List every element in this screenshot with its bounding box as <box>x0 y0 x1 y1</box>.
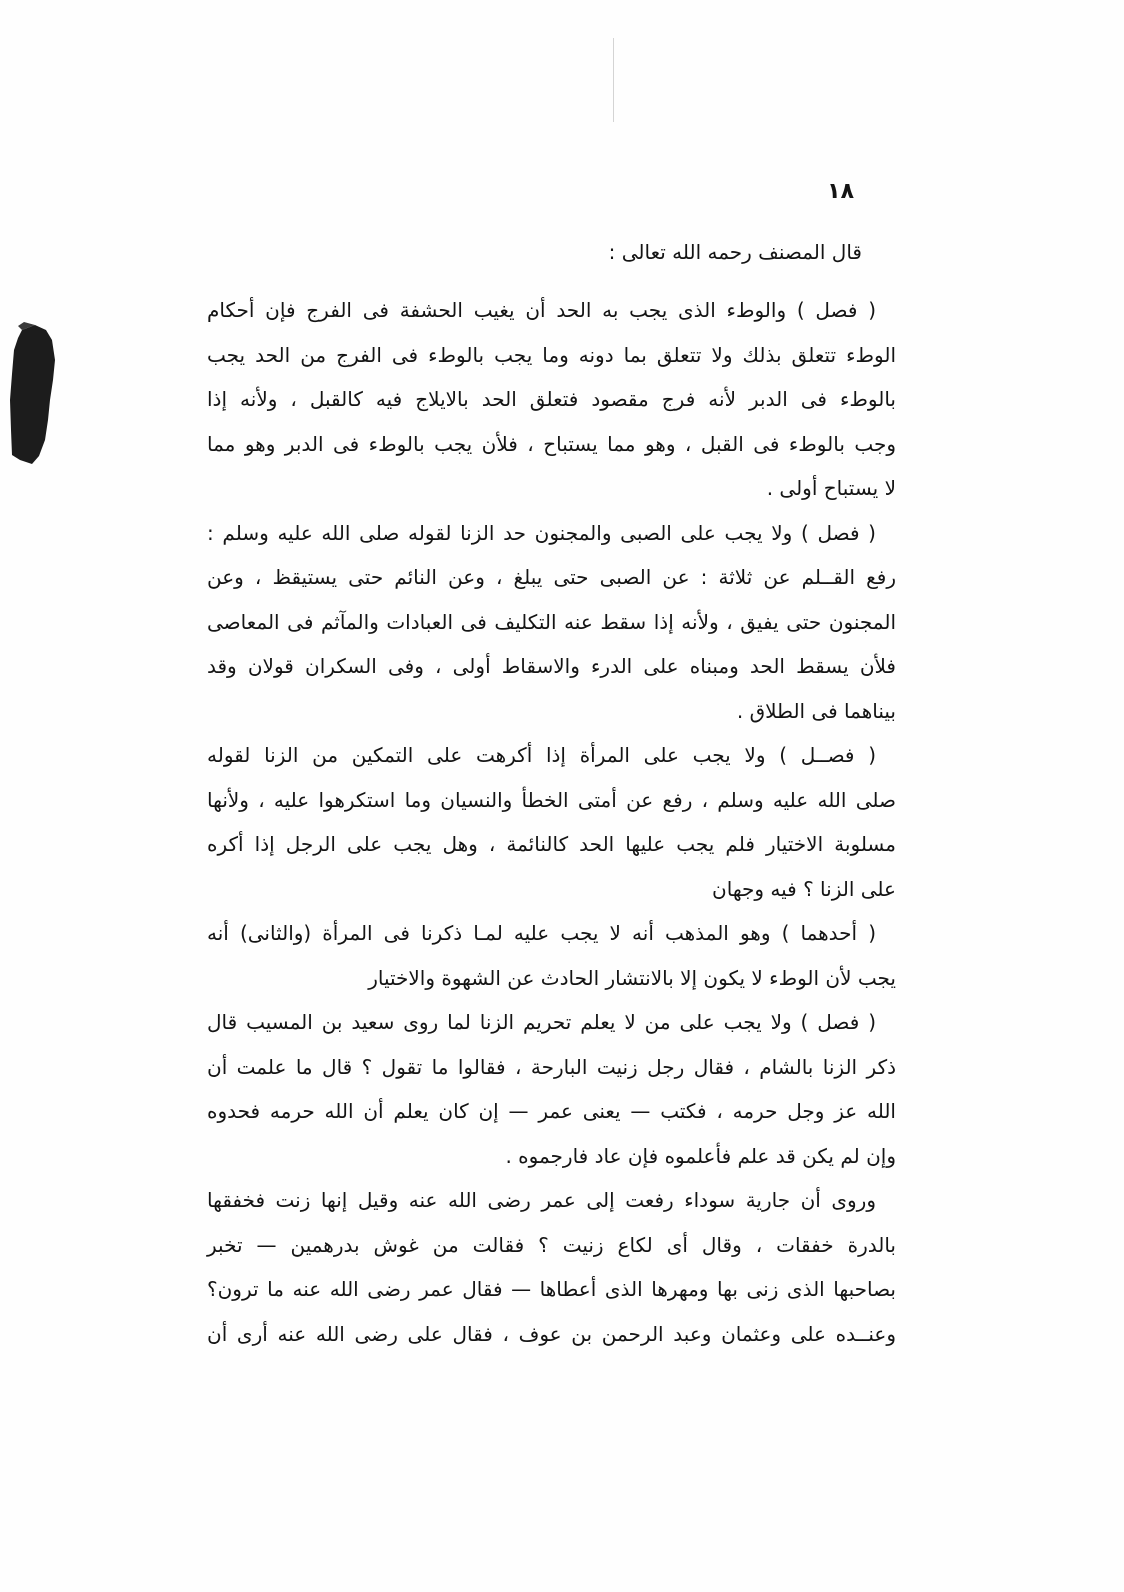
body-text <box>207 288 896 1356</box>
text-line: وجب بالوطء فى القبل ، وهو مما يستباح ، فلأن يجب بالوطء فى الدبر وهو مما <box>207 431 896 456</box>
text-line: فلأن يسقط الحد ومبناه على الدرء والاسقاط أولى ، وفى السكران قولان وقد <box>207 654 896 678</box>
text-line: الله عز وجل حرمه ، فكتب — يعنى عمر — إن كان يعلم أن الله حرمه فحدوه <box>207 1099 896 1123</box>
text-line: ذكر الزنا بالشام ، فقال رجل زنيت البارحة ، فقالوا ما تقول ؟ قال ما علمت أن <box>207 1054 896 1079</box>
page-number: ١٨ <box>827 179 854 204</box>
paragraph <box>207 511 896 734</box>
paragraph <box>207 288 896 511</box>
text-line: بالدرة خفقات ، وقال أى لكاع زنيت ؟ فقالت من غوش بدرهمين — تخبر <box>207 1232 896 1257</box>
paragraph <box>207 1000 896 1178</box>
text-line: ( فصــل ) ولا يجب على المرأة إذا أكرهت على التمكين من الزنا لقوله <box>207 743 876 767</box>
text-line: الوطء تتعلق بذلك ولا تتعلق بما دونه وما يجب بالوطء فى الفرج من الحد يجب <box>207 342 896 367</box>
heading: قال المصنف رحمه الله تعالى : <box>608 240 862 264</box>
text-line: بالوطء فى الدبر لأنه فرج مقصود فتعلق الحد بالايلاج فيه كالقبل ، ولأنه إذا <box>207 387 896 411</box>
text-line: المجنون حتى يفيق ، ولأنه إذا سقط عنه التكليف فى العبادات والمآثم فى المعاصى <box>207 609 896 634</box>
text-line: على الزنا ؟ فيه وجهان <box>712 876 896 901</box>
paragraph <box>207 1178 896 1356</box>
scan-artifact <box>8 318 58 466</box>
text-line: وعنــده على وعثمان وعبد الرحمن بن عوف ، فقال على رضى الله عنه أرى أن <box>207 1321 896 1346</box>
text-line: وروى أن جارية سوداء رفعت إلى عمر رضى الله عنه وقيل إنها زنت فخفقها <box>207 1188 876 1212</box>
text-line: صلى الله عليه وسلم ، رفع عن أمتى الخطأ والنسيان وما استكرهوا عليه ، ولأنها <box>207 787 896 812</box>
paragraph <box>207 733 896 911</box>
paragraph <box>207 911 896 1000</box>
text-line: بصاحبها الذى زنى بها ومهرها الذى أعطاها — فقال عمر رضى الله عنه ما ترون؟ <box>207 1277 896 1301</box>
text-line: ( فصل ) ولا يجب على من لا يعلم تحريم الزنا لما روى سعيد بن المسيب قال <box>207 1010 876 1034</box>
scan-fold-line <box>613 38 614 122</box>
text-line: مسلوبة الاختيار فلم يجب عليها الحد كالنائمة ، وهل يجب على الرجل إذا أكره <box>207 832 896 856</box>
text-line: بيناهما فى الطلاق . <box>736 698 896 723</box>
text-line: ( أحدهما ) وهو المذهب أنه لا يجب عليه لمـا ذكرنا فى المرأة (والثانى) أنه <box>207 921 876 945</box>
text-line: ( فصل ) والوطء الذى يجب به الحد أن يغيب الحشفة فى الفرج فإن أحكام <box>207 298 876 322</box>
text-line: ( فصل ) ولا يجب على الصبى والمجنون حد الزنا لقوله صلى الله عليه وسلم : <box>207 520 876 545</box>
text-line: رفع القــلم عن ثلاثة : عن الصبى حتى يبلغ ، وعن النائم حتى يستيقظ ، وعن <box>207 565 896 589</box>
text-line: وإن لم يكن قد علم فأعلموه فإن عاد فارجموه . <box>505 1143 896 1168</box>
text-line: لا يستباح أولى . <box>766 476 896 500</box>
text-line: يجب لأن الوطء لا يكون إلا بالانتشار الحادث عن الشهوة والاختيار <box>368 965 896 990</box>
